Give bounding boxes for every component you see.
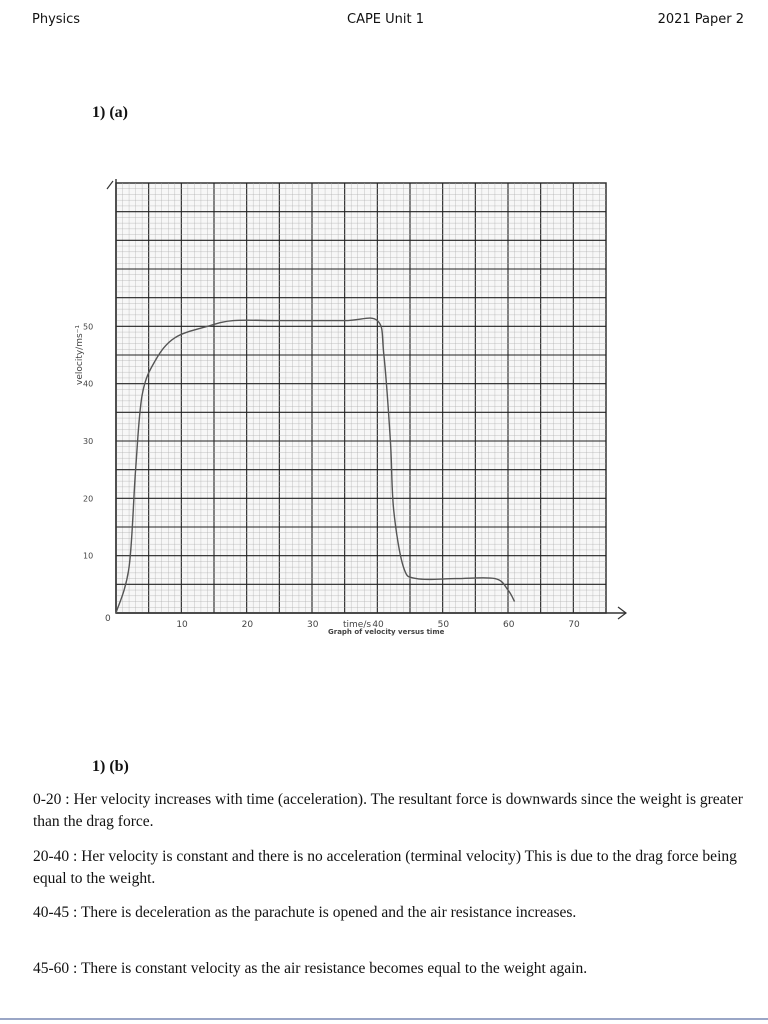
x-tick-label: 60 bbox=[503, 620, 515, 630]
page-bottom-rule bbox=[0, 1018, 768, 1020]
question-1a-label: 1) (a) bbox=[92, 104, 128, 121]
question-1b-label: 1) (b) bbox=[92, 758, 129, 775]
header-paper: 2021 Paper 2 bbox=[657, 12, 744, 27]
x-axis-label: time/s bbox=[343, 620, 372, 630]
answer-20-40: 20-40 : Her velocity is constant and there is no acceleration (terminal velocity) This is due to the drag force being equal to the weight. bbox=[33, 848, 737, 887]
y-axis-label: velocity/ms⁻¹ bbox=[75, 324, 85, 385]
answer-40-45: 40-45 : There is deceleration as the parachute is opened and the air resistance increases. bbox=[33, 904, 577, 921]
y-tick-label: 30 bbox=[83, 437, 94, 446]
y-axis-arrow bbox=[107, 181, 113, 189]
answer-45-60: 45-60 : There is constant velocity as the air resistance becomes equal to the weight again. bbox=[33, 960, 588, 977]
answer-0-20: 0-20 : Her velocity increases with time (acceleration). The resultant force is downwards since the weight is greater than the drag force. bbox=[33, 791, 743, 830]
x-tick-label: 50 bbox=[437, 620, 450, 630]
y-tick-label: 40 bbox=[83, 379, 94, 389]
x-tick-label: 70 bbox=[568, 620, 580, 630]
y-tick-label: 10 bbox=[83, 551, 94, 561]
grid-frame bbox=[116, 183, 606, 613]
origin-label: 0 bbox=[105, 614, 111, 624]
graph-caption: Graph of velocity versus time bbox=[328, 628, 445, 636]
x-tick-label: 20 bbox=[241, 620, 254, 630]
x-tick-label: 10 bbox=[176, 620, 188, 630]
header-unit: CAPE Unit 1 bbox=[347, 12, 425, 27]
x-tick-label: 40 bbox=[372, 620, 384, 630]
x-tick-label: 30 bbox=[307, 620, 319, 630]
header-subject: Physics bbox=[32, 12, 81, 27]
velocity-time-graph bbox=[66, 165, 646, 640]
graph-paper-grid bbox=[116, 183, 606, 613]
y-tick-label: 50 bbox=[83, 322, 94, 332]
y-tick-label: 20 bbox=[83, 494, 94, 504]
